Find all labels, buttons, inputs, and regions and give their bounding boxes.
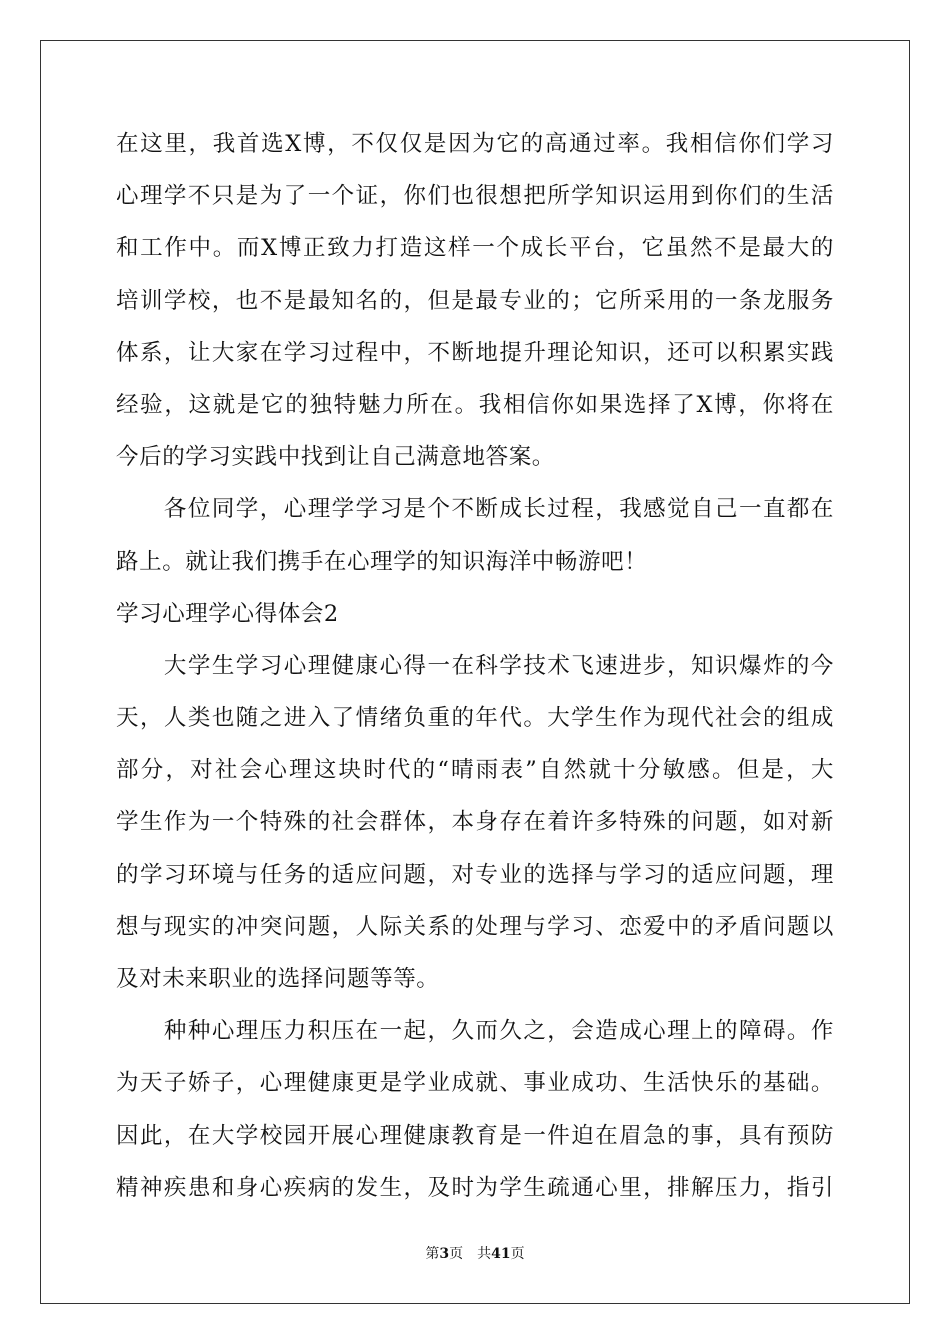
text-line: 天，人类也随之进入了情绪负重的年代。大学生作为现代社会的组成 <box>116 705 834 732</box>
text-line: 精神疾患和身心疾病的发生，及时为学生疏通心里，排解压力，指引 <box>116 1174 834 1201</box>
text-line: 的学习环境与任务的适应问题，对专业的选择与学习的适应问题，理 <box>116 861 834 888</box>
footer-middle: 页 共 <box>449 1246 492 1262</box>
text-line: 心理学不只是为了一个证，你们也很想把所学知识运用到你们的生活 <box>116 183 834 210</box>
paragraph-2 <box>116 490 834 594</box>
text-line: 种种心理压力积压在一起，久而久之，会造成心理上的障碍。作 <box>116 1018 834 1045</box>
text-line: 经验，这就是它的独特魅力所在。我相信你如果选择了X博，你将在 <box>116 391 834 418</box>
text-line: 体系，让大家在学习过程中，不断地提升理论知识，还可以积累实践 <box>116 339 834 366</box>
text-line: 及对未来职业的选择问题等等。 <box>116 966 440 992</box>
text-line: 培训学校，也不是最知名的，但是最专业的；它所采用的一条龙服务 <box>116 287 834 314</box>
page-footer <box>0 1243 950 1263</box>
footer-suffix: 页 <box>510 1246 525 1262</box>
text-line: 和工作中。而X博正致力打造这样一个成长平台，它虽然不是最大的 <box>116 235 834 262</box>
paragraph-3 <box>116 647 834 1012</box>
text-line: 因此，在大学校园开展心理健康教育是一件迫在眉急的事，具有预防 <box>116 1122 834 1149</box>
text-line: 为天子娇子，心理健康更是学业成就、事业成功、生活快乐的基础。 <box>116 1070 834 1097</box>
text-line: 路上。就让我们携手在心理学的知识海洋中畅游吧！ <box>116 548 648 575</box>
page-number: 3 <box>439 1246 450 1262</box>
text-line: 想与现实的冲突问题，人际关系的处理与学习、恋爱中的矛盾问题以 <box>116 913 834 940</box>
text-line: 各位同学，心理学学习是个不断成长过程，我感觉自己一直都在 <box>116 496 834 523</box>
section-heading: 学习心理学心得体会2 <box>116 600 339 627</box>
paragraph-1 <box>116 125 834 490</box>
text-line: 学生作为一个特殊的社会群体，本身存在着许多特殊的问题，如对新 <box>116 809 834 836</box>
total-pages: 41 <box>491 1246 511 1262</box>
document-body <box>116 125 834 1221</box>
footer-prefix: 第 <box>425 1246 440 1262</box>
paragraph-4 <box>116 1012 834 1221</box>
text-line: 今后的学习实践中找到让自己满意地答案。 <box>116 444 555 471</box>
text-line: 部分，对社会心理这块时代的“晴雨表”自然就十分敏感。但是，大 <box>116 757 834 784</box>
text-line: 在这里，我首选X博，不仅仅是因为它的高通过率。我相信你们学习 <box>116 131 834 157</box>
text-line: 大学生学习心理健康心得一在科学技术飞速进步，知识爆炸的今 <box>116 652 834 679</box>
